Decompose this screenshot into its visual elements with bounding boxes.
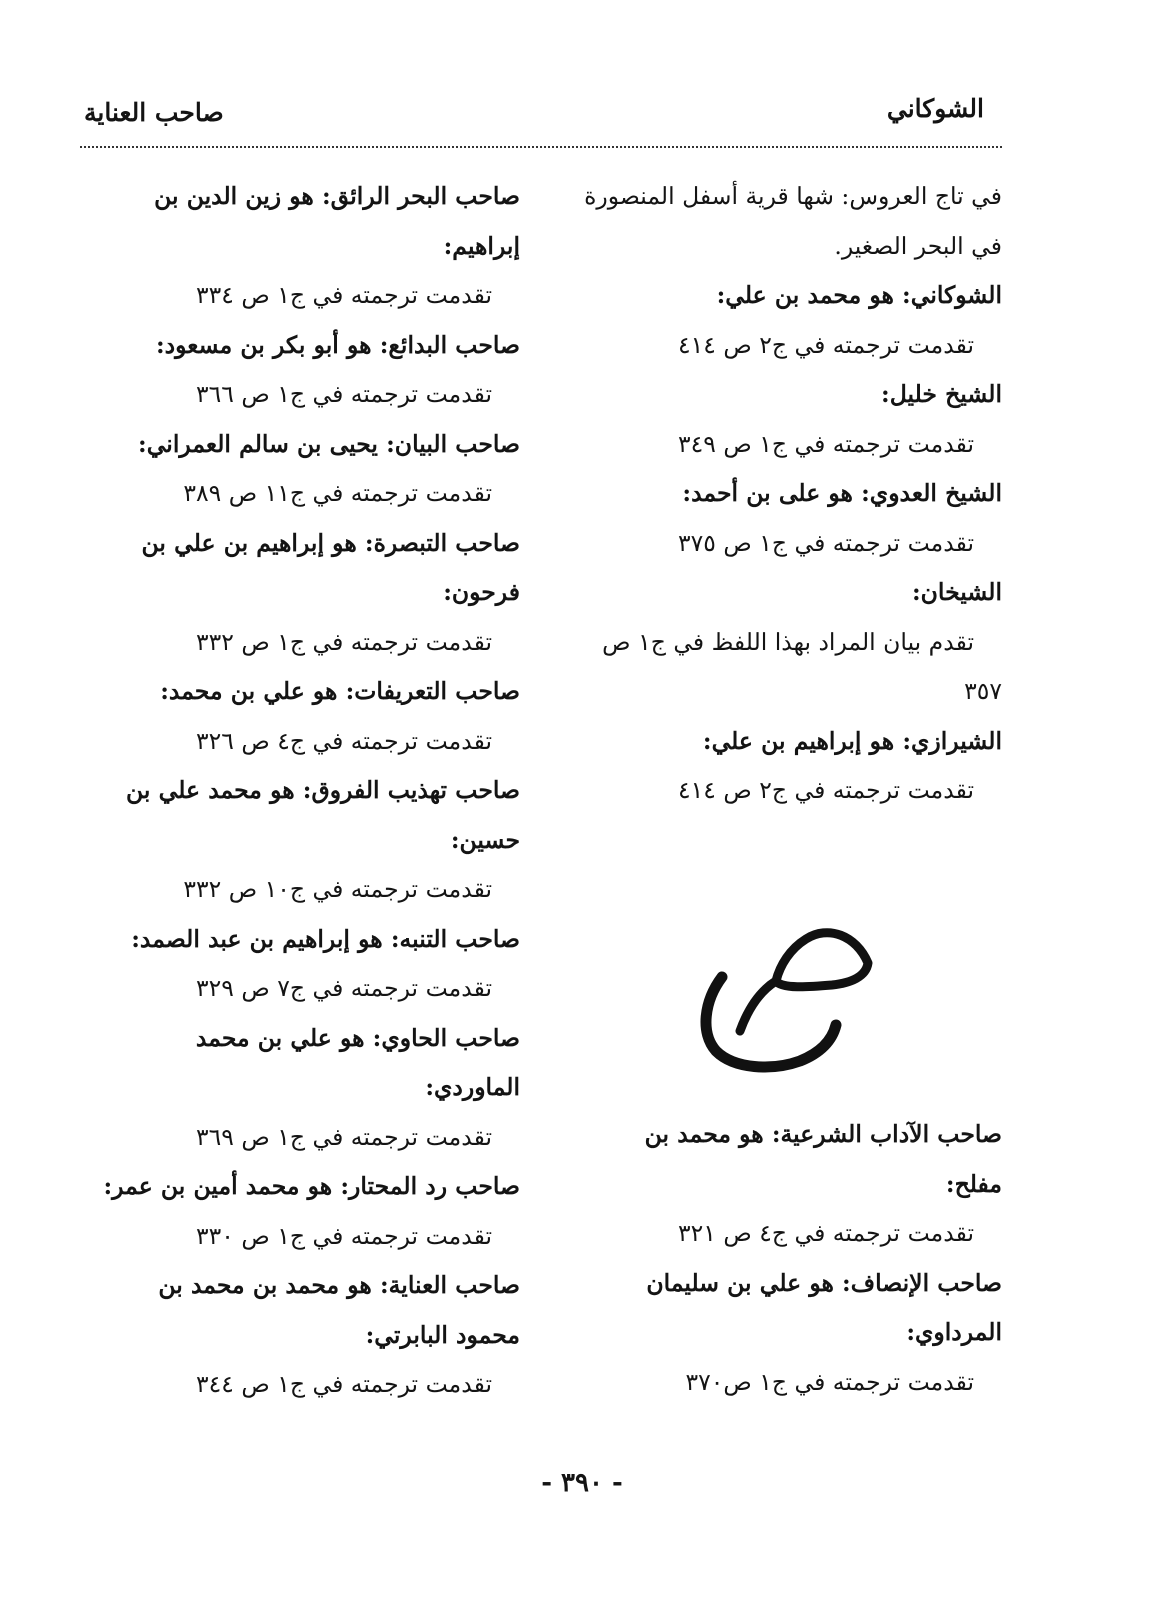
entry-heading: الشيخ خليل: (881, 380, 1002, 408)
left-column (82, 172, 520, 1410)
entry-heading: صاحب الإنصاف: هو علي بن سليمان (646, 1268, 1002, 1297)
entry-heading: الشوكاني: هو محمد بن علي: (716, 281, 1002, 309)
running-header-left: صاحب العناية (84, 98, 224, 127)
entry-reference: تقدمت ترجمته في ج١١ ص ٣٨٩ (183, 479, 492, 507)
intro-line: في تاج العروس: شها قرية أسفل المنصورة (584, 182, 1002, 210)
entry-heading-continued: الماوردي: (425, 1073, 520, 1101)
intro-line: في البحر الصغير. (834, 231, 1002, 260)
entry-reference: تقدمت ترجمته في ج١ ص ٣٦٩ (196, 1122, 492, 1151)
entry-heading: صاحب التعريفات: هو علي بن محمد: (160, 677, 520, 705)
entry-heading-continued: محمود البابرتي: (365, 1320, 520, 1349)
entry-reference: تقدمت ترجمته في ج٢ ص ٤١٤ (678, 330, 974, 359)
entry-heading: صاحب البحر الرائق: هو زين الدين بن (154, 182, 520, 210)
page-number: - ٣٩٠ - (541, 1468, 623, 1498)
entry-heading-continued: إبراهيم: (443, 231, 520, 260)
entry-heading: صاحب العناية: هو محمد بن محمد بن (158, 1271, 520, 1299)
entry-text: ٣٥٧ (964, 677, 1002, 705)
entry-heading-continued: مفلح: (945, 1169, 1002, 1198)
ssad-section (557, 1110, 1002, 1407)
entry-reference: تقدمت ترجمته في ج٤ ص ٣٢٦ (196, 726, 492, 755)
entry-heading: صاحب التنبه: هو إبراهيم بن عبد الصمد: (131, 924, 520, 953)
header-dotted-rule (80, 146, 1002, 148)
entry-reference: تقدمت ترجمته في ج١ ص ٣٣٤ (196, 281, 492, 309)
entry-reference: تقدمت ترجمته في ج١٠ ص ٣٣٢ (183, 875, 492, 903)
running-header-right: الشوكاني (886, 94, 984, 123)
entry-reference: تقدمت ترجمته في ج١ ص ٣٣٢ (196, 627, 492, 656)
entry-reference: تقدمت ترجمته في ج١ ص ٣٤٤ (196, 1370, 492, 1398)
entry-reference: تقدمت ترجمته في ج١ ص ٣٧٥ (678, 528, 974, 557)
section-letter-ssad (690, 905, 900, 1080)
entry-heading: صاحب البيان: يحيى بن سالم العمراني: (138, 429, 520, 458)
entry-heading: صاحب التبصرة: هو إبراهيم بن علي بن (141, 528, 520, 557)
entry-heading-continued: حسين: (450, 825, 520, 854)
entry-heading-continued: المرداوي: (906, 1318, 1002, 1346)
entry-heading: صاحب الآداب الشرعية: هو محمد بن (644, 1120, 1002, 1148)
entry-reference: تقدمت ترجمته في ج١ ص ٣٤٩ (678, 429, 974, 458)
entry-heading: صاحب الحاوي: هو علي بن محمد (195, 1023, 520, 1052)
ssad-glyph-icon (690, 905, 900, 1080)
entry-heading: صاحب تهذيب الفروق: هو محمد علي بن (126, 776, 520, 804)
entry-heading: صاحب رد المحتار: هو محمد أمين بن عمر: (103, 1172, 520, 1200)
entry-heading: الشيخ العدوي: هو على بن أحمد: (682, 479, 1002, 507)
entry-heading: الشيرازي: هو إبراهيم بن علي: (702, 726, 1002, 755)
entry-heading: صاحب البدائع: هو أبو بكر بن مسعود: (156, 330, 520, 359)
entry-heading-continued: فرحون: (443, 578, 520, 606)
entry-reference: تقدمت ترجمته في ج١ ص ٣٦٦ (196, 380, 492, 408)
entry-reference: تقدمت ترجمته في ج٧ ص ٣٢٩ (196, 974, 492, 1002)
entry-heading: الشيخان: (911, 578, 1002, 606)
entry-reference: تقدمت ترجمته في ج١ ص٣٧٠ (685, 1367, 974, 1396)
right-column (557, 172, 1002, 816)
entry-text: تقدم بيان المراد بهذا اللفظ في ج١ ص (602, 627, 974, 656)
entry-reference: تقدمت ترجمته في ج٤ ص ٣٢١ (678, 1219, 974, 1247)
entry-reference: تقدمت ترجمته في ج١ ص ٣٣٠ (196, 1221, 492, 1250)
entry-reference: تقدمت ترجمته في ج٢ ص ٤١٤ (678, 776, 974, 804)
